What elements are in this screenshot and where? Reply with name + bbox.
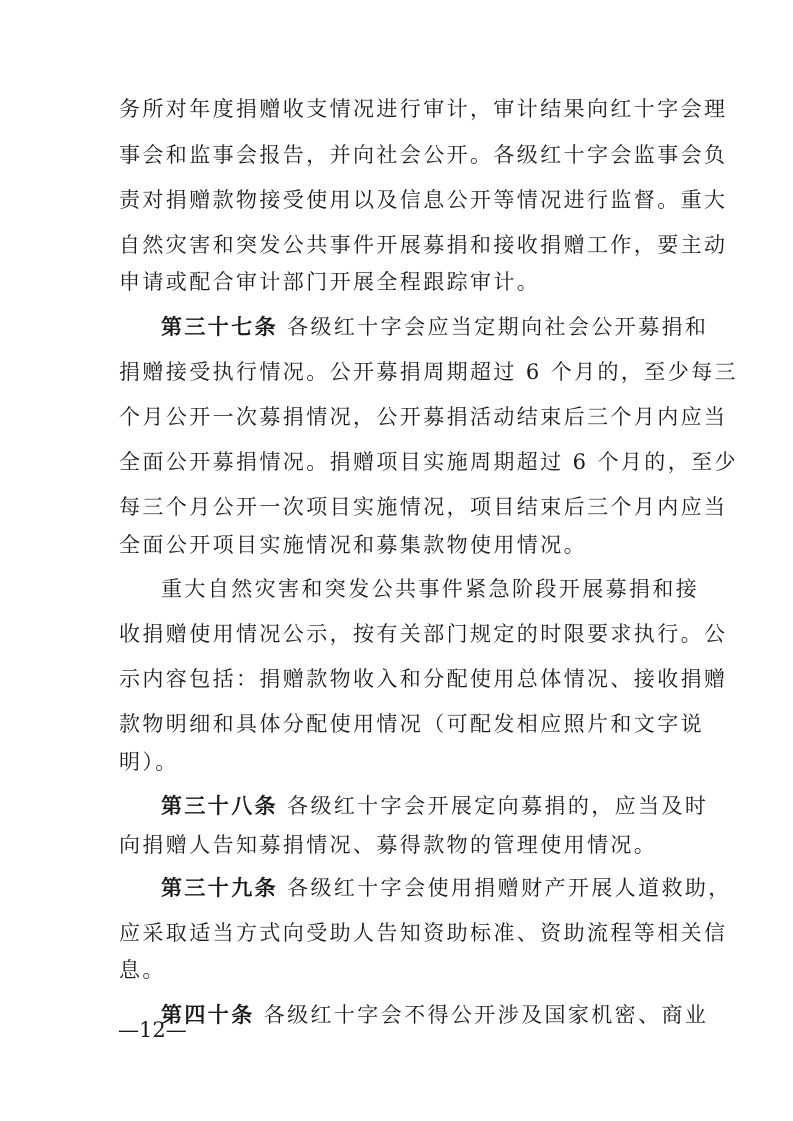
- text-line: 收捐赠使用情况公示，按有关部门规定的时限要求执行。公: [119, 622, 728, 646]
- article-40-line: 第四十条 各级红十字会不得公开涉及国家机密、商业: [161, 1002, 709, 1027]
- text-line: 每三个月公开一次项目实施情况，项目结束后三个月内应当: [119, 495, 728, 519]
- text-line: 全面公开项目实施情况和募集款物使用情况。: [119, 533, 587, 557]
- text-line: 务所对年度捐赠收支情况进行审计，审计结果向红十字会理: [119, 97, 728, 121]
- text-line: 全面公开募捐情况。捐赠项目实施周期超过 6 个月的，至少: [119, 450, 738, 474]
- text-line: 自然灾害和突发公共事件开展募捐和接收捐赠工作，要主动: [119, 233, 728, 257]
- text-line: 款物明细和具体分配使用情况（可配发相应照片和文字说: [119, 712, 704, 736]
- article-40-heading: 第四十条: [161, 1002, 255, 1027]
- text-line: 应采取适当方式向受助人告知资助标准、资助流程等相关信: [119, 921, 728, 945]
- text-line: 息。: [119, 958, 166, 982]
- text-line: 责对捐赠款物接受使用以及信息公开等情况进行监督。重大: [119, 188, 728, 212]
- text-line: 向捐赠人告知募捐情况、募得款物的管理使用情况。: [119, 833, 658, 857]
- text-line: 明）。: [119, 750, 179, 774]
- text-line: 个月公开一次募捐情况，公开募捐活动结束后三个月内应当: [119, 405, 728, 429]
- article-37-heading: 第三十七条: [161, 314, 278, 339]
- text-line: 示内容包括：捐赠款物收入和分配使用总体情况、接收捐赠: [119, 667, 728, 691]
- text-line: 重大自然灾害和突发公共事件紧急阶段开展募捐和接: [161, 577, 700, 601]
- article-39-heading: 第三十九条: [161, 875, 278, 900]
- article-39-line: 第三十九条 各级红十字会使用捐赠财产开展人道救助，: [161, 875, 732, 900]
- article-38-heading: 第三十八条: [161, 793, 278, 818]
- article-38-line: 第三十八条 各级红十字会开展定向募捐的，应当及时: [161, 793, 709, 818]
- text-line: 事会和监事会报告，并向社会公开。各级红十字会监事会负: [119, 143, 728, 167]
- page-number: —12—: [118, 1018, 187, 1042]
- article-37-line: 第三十七条 各级红十字会应当定期向社会公开募捐和: [161, 314, 709, 339]
- text-line: 申请或配合审计部门开展全程跟踪审计。: [119, 270, 541, 294]
- text-line: 捐赠接受执行情况。公开募捐周期超过 6 个月的，至少每三: [119, 360, 738, 384]
